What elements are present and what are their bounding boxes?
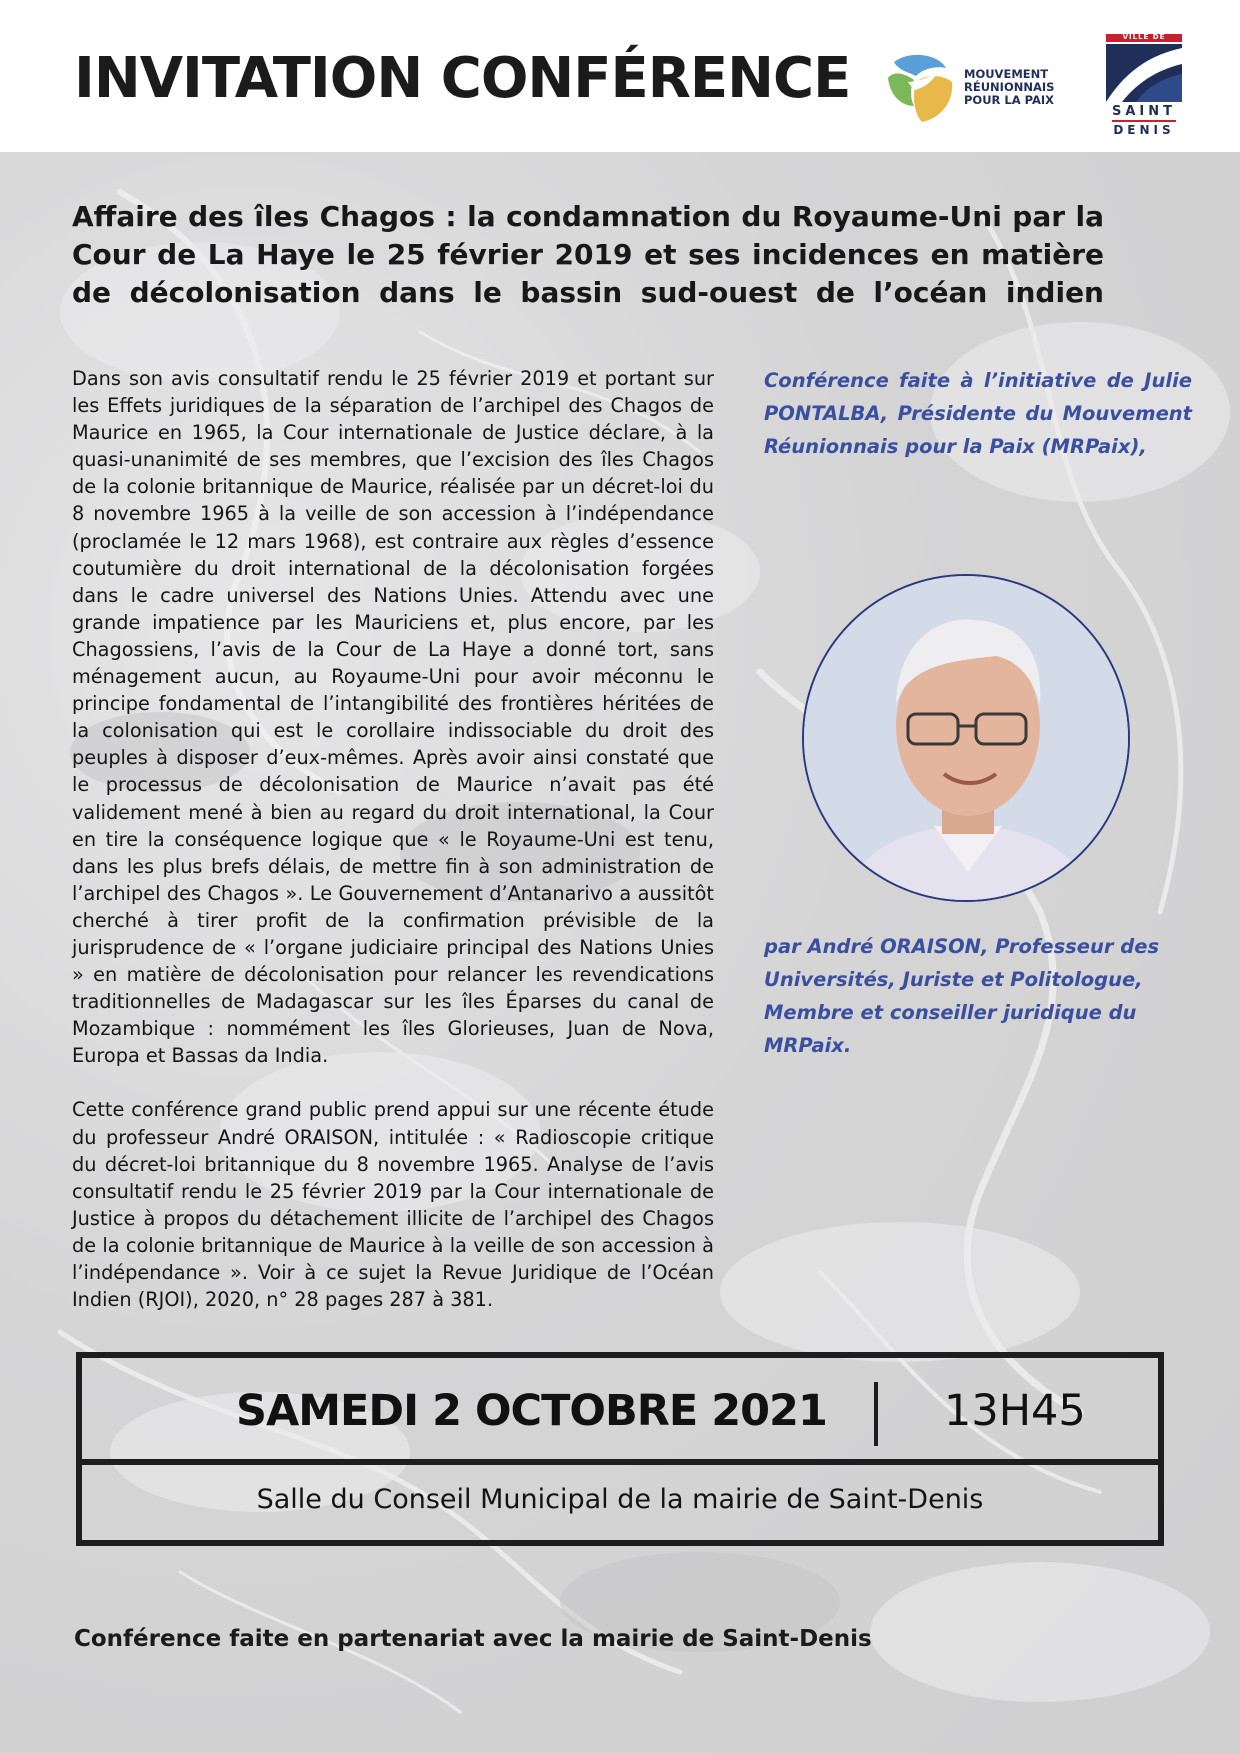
city-logo-divider — [1112, 120, 1176, 122]
mrp-logo — [880, 52, 1070, 128]
description-paragraph-2: Cette conférence grand public prend appui sur une récente étude du professeur André ORAISON, intitulée : « Radioscopie critique du décret-loi britannique du 8 novembre 1965. Analyse de l’avis consultatif rendu le 25 février 2019 par la Cour internationale de Justice à propos du détachement illicite de l’archipel des Chagos de la colonie britannique de Maurice à la veille de son accession à l’indépendance ». Voir à ce sujet la Revue Juridique de l’Océan Indien (RJOI), 2020, n° 28 pages 287 à 381. — [72, 1098, 714, 1312]
saint-denis-crest-icon — [1106, 34, 1182, 104]
city-logo-top-text: VILLE DE — [1122, 33, 1166, 41]
speaker-credentials: par André ORAISON, Professeur des Universités, Juriste et Politologue, Membre et conseiller juridique du MRPaix. — [764, 935, 1160, 1057]
event-separator — [874, 1382, 878, 1446]
page-title: INVITATION CONFÉRENCE — [74, 46, 851, 111]
event-time: 13H45 — [944, 1386, 1086, 1436]
city-logo-line2: DENIS — [1113, 123, 1175, 137]
conference-subject: Affaire des îles Chagos : la condamnation du Royaume-Uni par la Cour de La Haye le 25 février 2019 et ses incidences en matière de décolonisation dans le bassin sud-ouest de l’océan indien — [72, 200, 1104, 309]
event-date: SAMEDI 2 OCTOBRE 2021 — [236, 1386, 827, 1436]
speaker-portrait — [802, 574, 1130, 902]
event-venue: Salle du Conseil Municipal de la mairie de Saint-Denis — [256, 1484, 984, 1515]
event-details-box — [76, 1352, 1164, 1546]
mrp-logo-line1: MOUVEMENT — [964, 67, 1049, 81]
event-datetime-row — [82, 1358, 1158, 1465]
description-paragraph-1: Dans son avis consultatif rendu le 25 février 2019 et portant sur les Effets juridiques de la séparation de l’archipel des Chagos de Maurice en 1965, la Cour internationale de Justice déclare, à la quasi-unanimité de ses membres, que l’excision des îles Chagos de la colonie britannique de Maurice, réalisée par un décret-loi du 8 novembre 1965 à la veille de son accession à l’indépendance (proclamée le 12 mars 1968), est contraire aux règles d’essence coutumière du droit international de la décolonisation forgées dans le cadre universel des Nations Unies. Attendu avec une grande impatience par les Mauriciens et, plus encore, par les Chagossiens, l’avis de la Cour de La Haye a donné tort, sans ménagement aucun, au Royaume-Uni pour avoir méconnu le principe fondamental de l’intangibilité des frontières héritées de la colonisation qui est le corollaire indissociable du droit des peuples à disposer d’eux-mêmes. Après avoir ainsi constaté que le processus de décolonisation de Maurice n’avait pas été validement mené à bien au regard du droit international, la Cour en tire la conséquence logique que « le Royaume-Uni est tenu, dans les plus brefs délais, de mettre fin à son administration de l’archipel des Chagos ». Le Gouvernement d’Antanarivo a aussitôt cherché à tirer profit de la confirmation prévisible de la jurisprudence de « l’organe judiciaire principal des Nations Unies » en matière de décolonisation pour relancer les revendications traditionnelles de Madagascar sur les îles Éparses du canal de Mozambique : nommément les îles Glorieuses, Juan de Nova, Europa et Bassas da India. — [72, 367, 714, 1068]
city-logo-line1: SAINT — [1111, 104, 1176, 119]
partnership-note: Conférence faite en partenariat avec la mairie de Saint-Denis — [74, 1626, 872, 1652]
speaker-photo-icon — [804, 576, 1130, 902]
conference-description — [72, 365, 714, 1313]
saint-denis-logo — [1106, 34, 1182, 138]
mrp-logo-line3: POUR LA PAIX — [964, 93, 1055, 107]
initiative-note: Conférence faite à l’initiative de Julie PONTALBA, Présidente du Mouvement Réunionnais pour la Paix (MRPaix), — [764, 369, 1192, 458]
mrp-logo-line2: RÉUNIONNAIS — [964, 80, 1055, 94]
header-band — [0, 0, 1240, 152]
mrp-dove-logo-icon — [880, 52, 960, 128]
mrp-logo-text — [964, 68, 1054, 107]
